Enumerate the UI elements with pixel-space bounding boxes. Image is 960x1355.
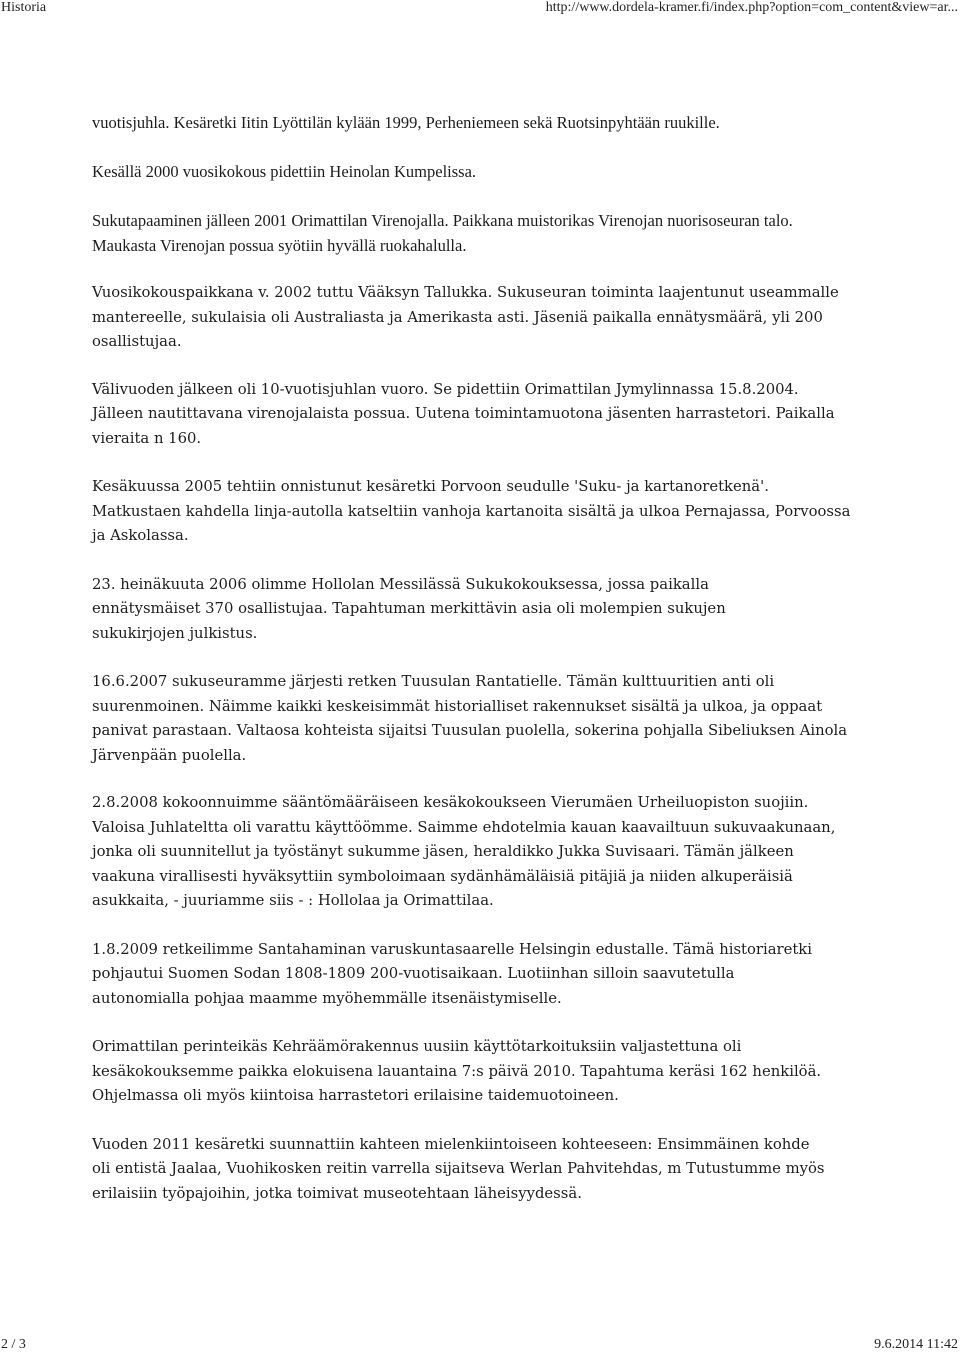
paragraph-2005: Kesäkuussa 2005 tehtiin onnistunut kesäretki Porvoon seudulle 'Suku- ja kartanoretkenä'. Matkustaen kahdella linja-autolla katseltiin vanhoja kartanoita sisältä ja ulkoa Pernajassa, Porvoossa ja Askolassa.	[92, 478, 851, 544]
paragraph-1999: vuotisjuhla. Kesäretki Iitin Lyöttilän kylään 1999, Perheniemeen sekä Ruotsinpyhtään ruukille.	[92, 113, 720, 132]
browser-print-footer	[0, 1337, 960, 1355]
page-number: 2 / 3	[1, 1337, 26, 1352]
print-datetime: 9.6.2014 11:42	[874, 1337, 958, 1352]
browser-print-header	[0, 0, 960, 20]
page-title: Historia	[1, 0, 47, 15]
paragraph-2006: 23. heinäkuuta 2006 olimme Hollolan Messilässä Sukukokouksessa, jossa paikalla ennätysmäiset 370 osallistujaa. Tapahtuman merkittävin asia oli molempien sukujen sukukirjojen julkistus.	[92, 575, 726, 642]
paragraph-2002: Vuosikokouspaikkana v. 2002 tuttu Vääksyn Tallukka. Sukuseuran toiminta laajentunut useammalle mantereelle, sukulaisia oli Australiasta ja Amerikasta asti. Jäseniä paikalla ennätysmäärä, yli 200 osallistujaa.	[92, 284, 839, 350]
paragraph-2004: Välivuoden jälkeen oli 10-vuotisjuhlan vuoro. Se pidettiin Orimattilan Jymylinnassa 15.8.2004. Jälleen nautittavana virenojalaista possua. Uutena toimintamuotona jäsenten harrastetori. Paikalla vieraita n 160.	[92, 380, 835, 447]
paragraph-2007: 16.6.2007 sukuseuramme järjesti retken Tuusulan Rantatielle. Tämän kulttuuritien anti oli suurenmoinen. Näimme kaikki keskeisimmät historialliset rakennukset sisältä ja ulkoa, ja oppaat panivat parastaan. Valtaosa kohteista sijaitsi Tuusulan puolella, sokerina pohjalla Sibeliuksen Ainola Järvenpään puolella.	[92, 673, 848, 764]
article-body	[92, 111, 932, 1206]
paragraph-2010: Orimattilan perinteikäs Kehräämörakennus uusiin käyttötarkoituksiin valjastettuna oli kesäkokouksemme paikka elokuisena lauantaina 7:s päivä 2010. Tapahtuma keräsi 162 henkilöä. Ohjelmassa oli myös kiintoisa harrastetori erilaisine taidemuotoineen.	[92, 1038, 822, 1104]
paragraph-2011: Vuoden 2011 kesäretki suunnattiin kahteen mielenkiintoiseen kohteeseen: Ensimmäinen kohde oli entistä Jaalaa, Vuohikosken reitin varrella sijaitseva Werlan Pahvitehdas, m Tutustumme myös erilaisiin työpajoihin, jotka toimivat museotehtaan läheisyydessä.	[92, 1135, 825, 1202]
paragraph-2009: 1.8.2009 retkeilimme Santahaminan varuskuntasaarelle Helsingin edustalle. Tämä historiaretki pohjautui Suomen Sodan 1808-1809 200-vuotisaikaan. Luotiinhan silloin saavutetulla autonomialla pohjaa maamme myöhemmälle itsenäistymiselle.	[92, 940, 813, 1007]
paragraph-2000: Kesällä 2000 vuosikokous pidettiin Heinolan Kumpelissa.	[92, 161, 477, 181]
page-url[interactable]: http://www.dordela-kramer.fi/index.php?option=com_content&view=ar...	[545, 0, 958, 15]
paragraph-2001: Sukutapaaminen jälleen 2001 Orimattilan Virenojalla. Paikkana muistorikas Virenojan nuorisoseuran talo. Maukasta Virenojan possua syötiin hyvällä ruokahalulla.	[92, 211, 793, 255]
paragraph-2008: 2.8.2008 kokoonnuimme sääntömääräiseen kesäkokoukseen Vierumäen Urheiluopiston suojiin. Valoisa Juhlateltta oli varattu käyttöömme. Saimme ehdotelmia kauan kaavailtuun sukuvaakunaan, jonka oli suunnitellut ja työstänyt sukumme jäsen, heraldikko Jukka Suvisaari. Tämän jälkeen vaakuna virallisesti hyväksyttiin symboloimaan sydänhämäläisiä pitäjiä ja niiden alkuperäisiä asukkaita, - juuriamme siis - : Hollolaa ja Orimattilaa.	[92, 794, 836, 909]
